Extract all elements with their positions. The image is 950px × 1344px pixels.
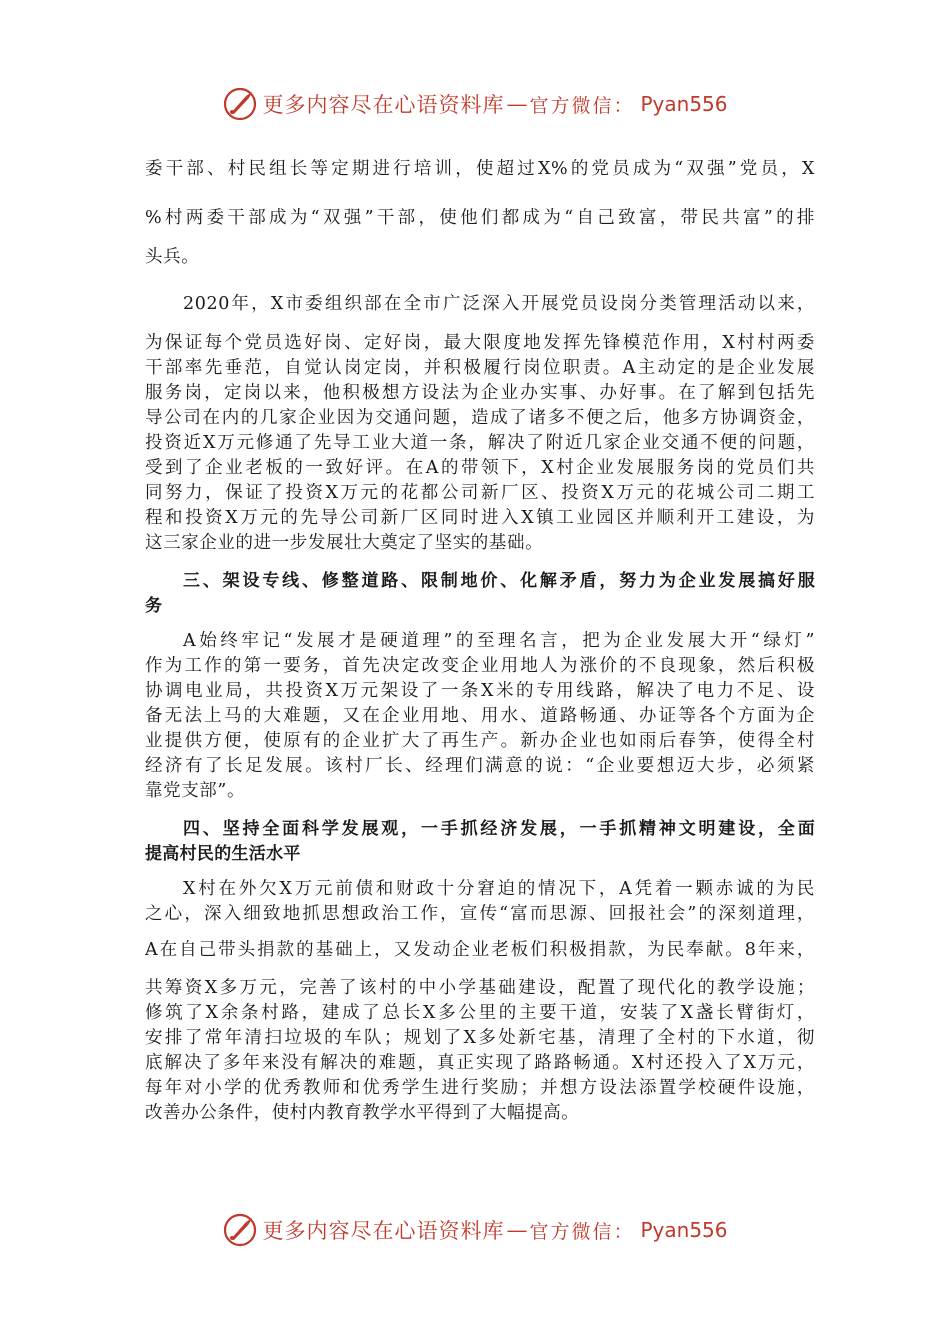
text-line: 同努力，保证了投资X万元的花都公司新厂区、投资X万元的花城公司二期工 [145,483,815,503]
section-heading-4-cont: 提高村民的生活水平 [145,844,301,864]
text-line: 业提供方便，使原有的企业扩大了再生产。新办企业也如雨后春笋，使得全村 [145,731,815,751]
text-line: 干部率先垂范，自觉认岗定岗，并积极履行岗位职责。A主动定的是企业发展 [145,358,815,378]
text-line: 投资近X万元修通了先导工业大道一条，解决了附近几家企业交通不便的问题， [145,433,815,453]
text-line: 经济有了长足发展。该村厂长、经理们满意的说：“企业要想迈大步，必须紧 [145,756,815,776]
text-line: 导公司在内的几家企业因为交通问题，造成了诸多不便之后，他多方协调资金， [145,408,815,428]
banner-wechat-label: 官方微信： [529,94,635,117]
text-line: X村在外欠X万元前债和财政十分窘迫的情况下，A凭着一颗赤诚的为民 [183,879,815,899]
banner-wechat-id: Pyan556 [640,1218,728,1242]
text-line: A始终牢记“发展才是硬道理”的至理名言，把为企业发展大开“绿灯” [183,631,815,651]
quill-logo-icon [222,1212,258,1248]
text-line: 修筑了X余条村路，建成了总长X多公里的主要干道，安装了X盏长臂街灯， [145,1003,815,1023]
text-line: 2020年，X市委组织部在全市广泛深入开展党员设岗分类管理活动以来， [183,294,815,314]
text-line: 程和投资X万元的先导公司新厂区同时进入X镇工业园区并顺利开工建设，为 [145,508,815,528]
section-heading-3: 三、架设专线、修整道路、限制地价、化解矛盾，努力为企业发展搞好服 [183,571,815,591]
text-line: 共筹资X多万元，完善了该村的中小学基础建设，配置了现代化的教学设施； [145,978,815,998]
text-line: 安排了常年清扫垃圾的车队；规划了X多处新宅基，清理了全村的下水道，彻 [145,1028,815,1048]
text-line: 这三家企业的进一步发展壮大奠定了坚实的基础。 [145,533,544,553]
banner-wechat-label: 官方微信： [529,1220,635,1243]
quill-logo-icon [222,86,258,122]
text-line: 备无法上马的大难题，又在企业用地、用水、道路畅通、办证等各个方面为企 [145,706,815,726]
banner-title: 更多内容尽在心语资料库 [262,1219,505,1243]
text-line: 协调电业局，共投资X万元架设了一条X米的专用线路，解决了电力不足、设 [145,681,815,701]
banner-title: 更多内容尽在心语资料库 [262,93,505,117]
banner-wechat-id: Pyan556 [640,92,728,116]
text-line: 头兵。 [145,247,200,267]
text-line: 服务岗，定岗以来，他积极想方设法为企业办实事、办好事。在了解到包括先 [145,383,815,403]
text-line: 改善办公条件，使村内教育教学水平得到了大幅提高。 [145,1103,580,1123]
section-heading-3-cont: 务 [145,596,163,616]
text-line: 受到了企业老板的一致好评。在A的带领下，X村企业发展服务岗的党员们共 [145,458,815,478]
text-line: %村两委干部成为“双强”干部，使他们都成为“自己致富，带民共富”的排 [145,208,815,228]
text-line: 之心，深入细致地抓思想政治工作，宣传“富而思源、回报社会”的深刻道理， [145,904,815,924]
text-line: 底解决了多年来没有解决的难题，真正实现了路路畅通。X村还投入了X万元， [145,1053,815,1073]
banner-separator: — [506,92,528,116]
footer-banner [0,1208,950,1252]
text-line: 每年对小学的优秀教师和优秀学生进行奖励；并想方设法添置学校硬件设施， [145,1078,815,1098]
banner-separator: — [506,1218,528,1242]
text-line: A在自己带头捐款的基础上，又发动企业老板们积极捐款，为民奉献。8年来， [145,940,815,960]
text-line: 委干部、村民组长等定期进行培训，使超过X%的党员成为“双强”党员，X [145,159,815,179]
text-line: 作为工作的第一要务，首先决定改变企业用地人为涨价的不良现象，然后积极 [145,656,815,676]
text-line: 靠党支部”。 [145,781,246,801]
section-heading-4: 四、坚持全面科学发展观，一手抓经济发展，一手抓精神文明建设，全面 [183,819,815,839]
text-line: 为保证每个党员选好岗、定好岗，最大限度地发挥先锋模范作用，X村村两委 [145,333,815,353]
header-banner [0,82,950,126]
